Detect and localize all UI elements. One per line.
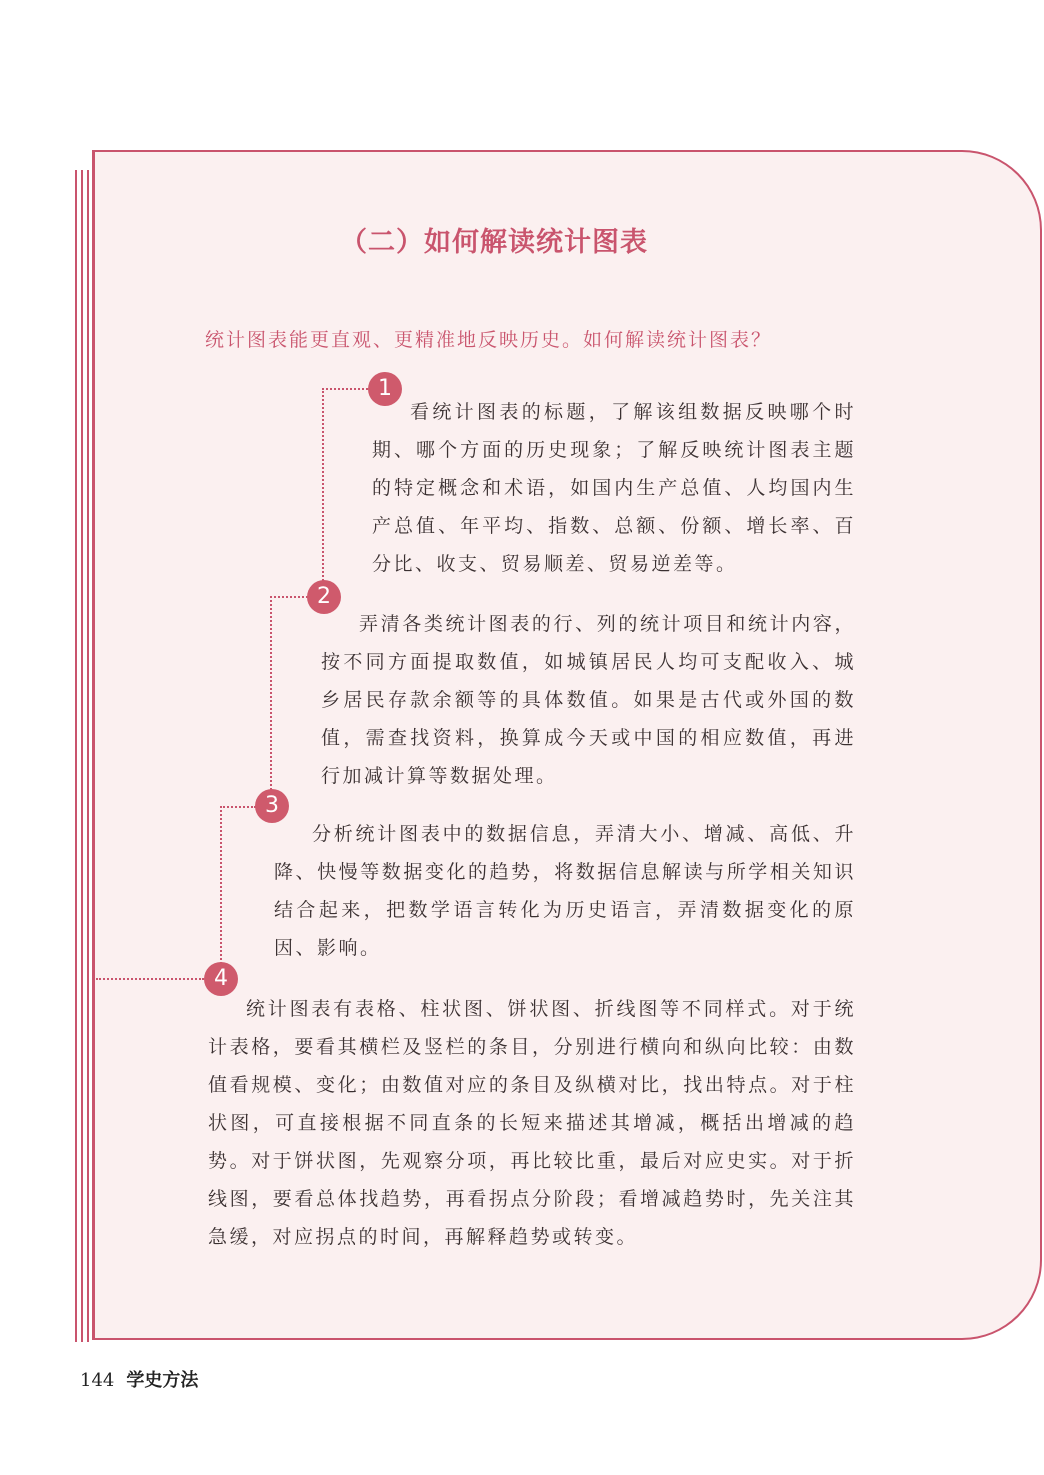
step-number-badge: 4 bbox=[204, 962, 238, 996]
step-paragraph: 分析统计图表中的数据信息，弄清大小、增减、高低、升降、快慢等数据变化的趋势，将数据信息解读与所学相关知识结合起来，把数学语言转化为历史语言，弄清数据变化的原因、影响。 bbox=[274, 823, 856, 959]
connector-3-vertical bbox=[220, 806, 222, 964]
step-number-badge: 1 bbox=[368, 372, 402, 406]
step-paragraph: 统计图表有表格、柱状图、饼状图、折线图等不同样式。对于统计表格，要看其横栏及竖栏的条目，分别进行横向和纵向比较：由数值看规模、变化；由数值对应的条目及纵横对比，找出特点。对于柱状图，可直接根据不同直条的长短来描述其增减，概括出增减的趋势。对于饼状图，先观察分项，再比较比重，最后对应史实。对于折线图，要看总体找趋势，再看拐点分阶段；看增减趋势时，先关注其急缓，对应拐点的时间，再解释趋势或转变。 bbox=[208, 998, 856, 1248]
connector-1-vertical bbox=[322, 388, 324, 588]
connector-2-horizontal bbox=[270, 596, 308, 598]
page-edge-line-3 bbox=[87, 170, 89, 1342]
page-edge-line-2 bbox=[81, 170, 83, 1342]
connector-3-horizontal bbox=[220, 806, 256, 808]
connector-4-horizontal bbox=[96, 978, 204, 980]
intro-question: 统计图表能更直观、更精准地反映历史。如何解读统计图表？ bbox=[205, 329, 773, 351]
step-number-badge: 3 bbox=[255, 789, 289, 823]
page-edge-line-1 bbox=[75, 170, 77, 1342]
connector-1-horizontal bbox=[322, 388, 368, 390]
step-paragraph: 看统计图表的标题，了解该组数据反映哪个时期、哪个方面的历史现象；了解反映统计图表主题的特定概念和术语，如国内生产总值、人均国内生产总值、年平均、指数、总额、份额、增长率、百分比、收支、贸易顺差、贸易逆差等。 bbox=[372, 401, 856, 575]
step-paragraph: 弄清各类统计图表的行、列的统计项目和统计内容，按不同方面提取数值，如城镇居民人均可支配收入、城乡居民存款余额等的具体数值。如果是古代或外国的数值，需查找资料，换算成今天或中国的相应数值，再进行加减计算等数据处理。 bbox=[321, 613, 856, 787]
page-number: 144 bbox=[80, 1370, 115, 1391]
section-title: （二）如何解读统计图表 bbox=[340, 227, 648, 258]
step-number-badge: 2 bbox=[307, 580, 341, 614]
page-footer bbox=[80, 1366, 198, 1392]
connector-2-vertical bbox=[270, 596, 272, 794]
footer-section-name: 学史方法 bbox=[126, 1370, 199, 1391]
